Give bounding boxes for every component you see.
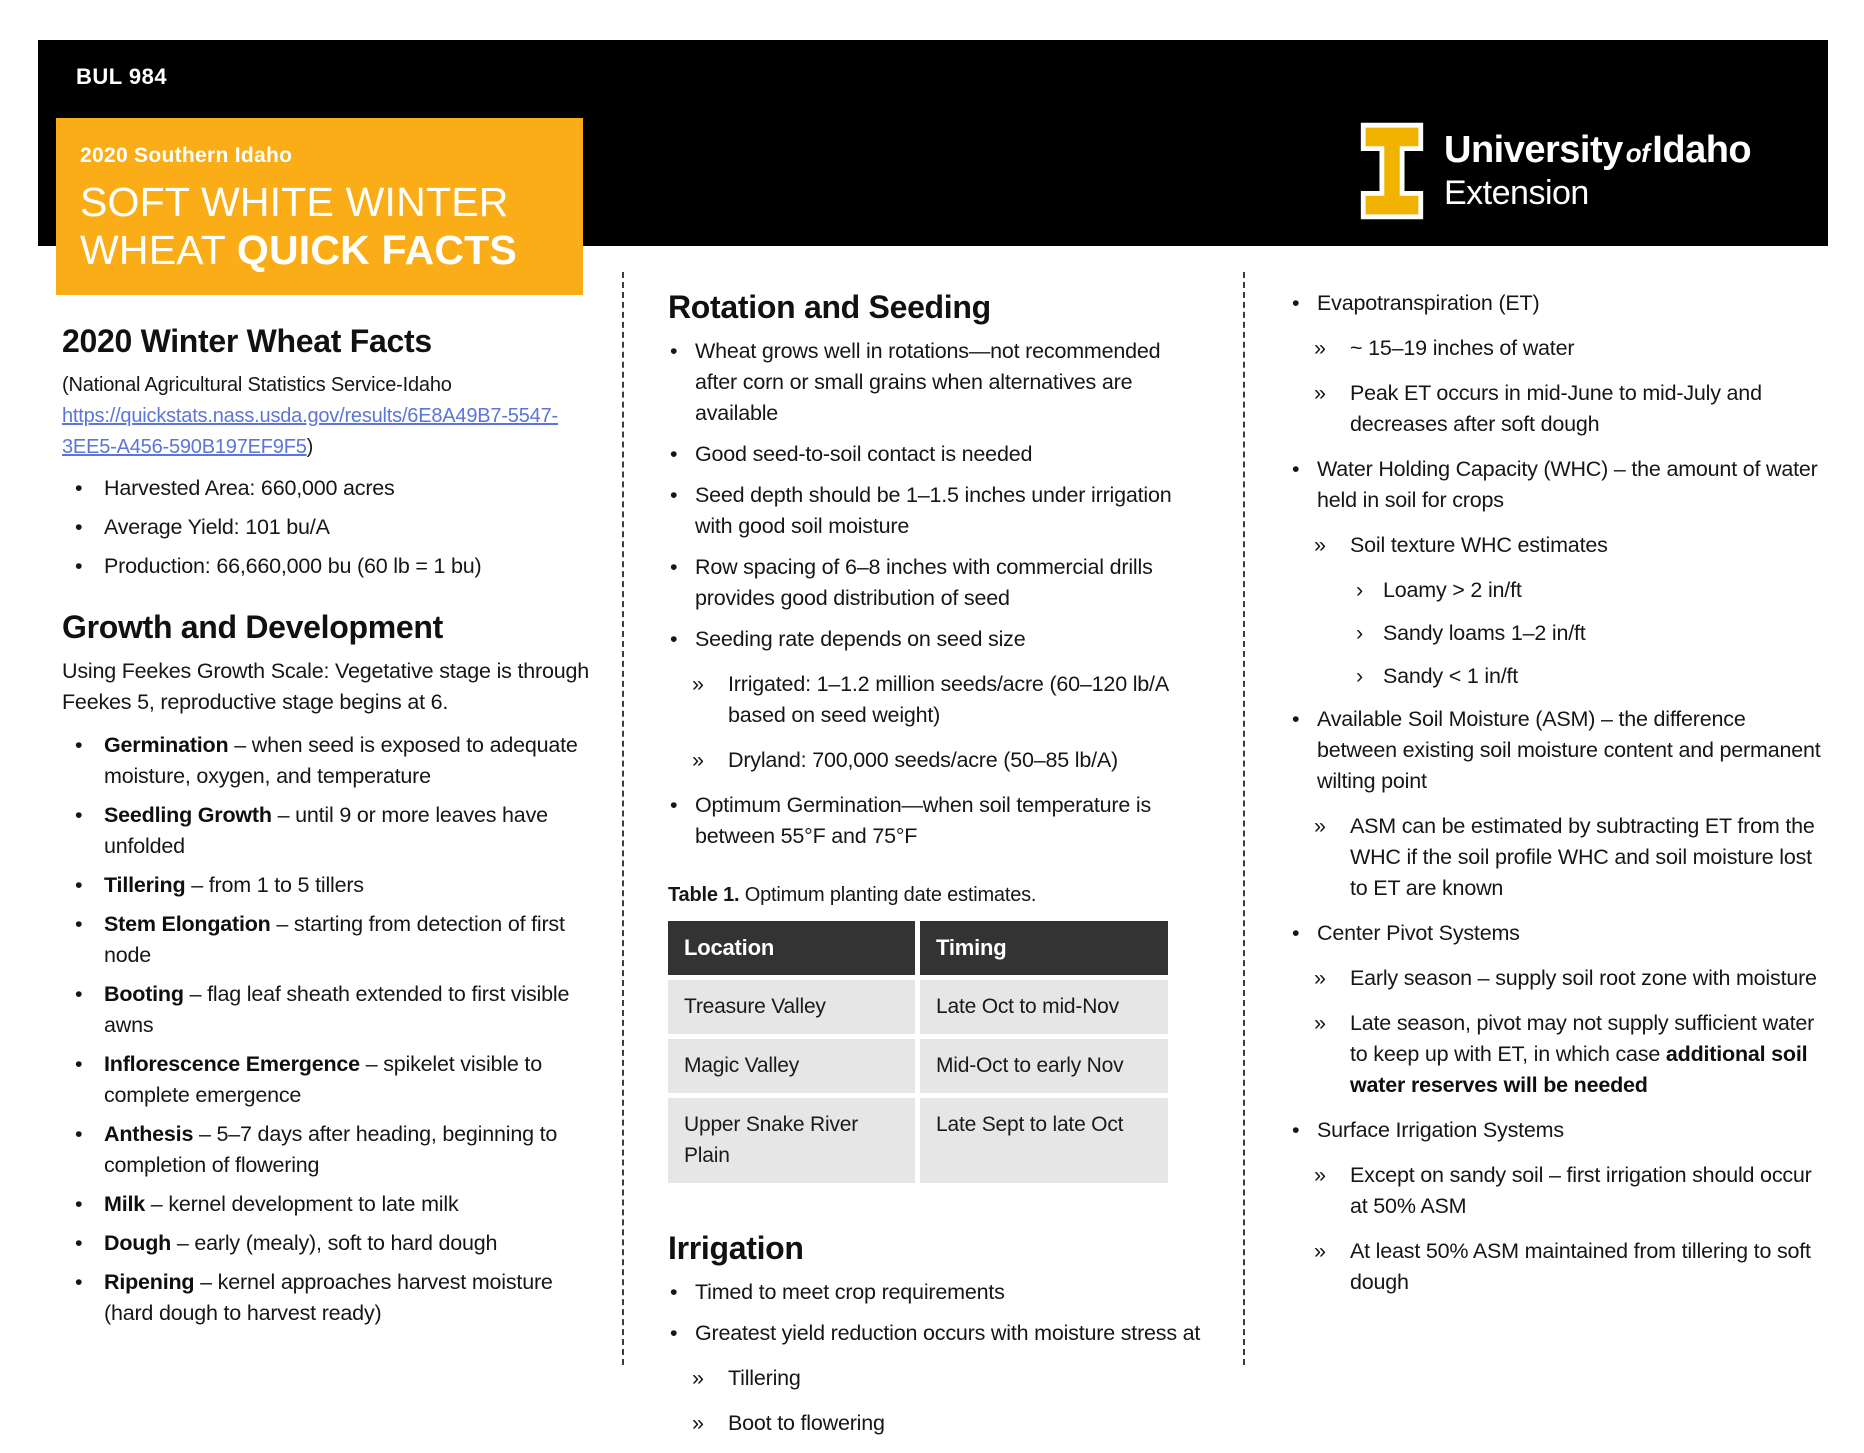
bullet-icon <box>75 1189 104 1220</box>
planting-date-table <box>668 921 1168 1183</box>
chevron-bullet-icon <box>1314 1008 1350 1101</box>
title-line-1: SOFT WHITE WINTER <box>80 179 509 225</box>
bullet-icon <box>670 790 695 852</box>
nass-quickstats-link[interactable]: https://quickstats.nass.usda.gov/results/6E8A49B7-5547-3EE5-A456-590B197EF9F5 <box>62 405 558 458</box>
logo-wordmark <box>1444 129 1751 213</box>
table-row: Treasure Valley Late Oct to mid-Nov <box>668 980 1168 1034</box>
list-item: • Wheat grows well in rotations—not recommended after corn or small grains when alternatives are available <box>668 336 1208 429</box>
arrow-bullet-icon <box>1356 661 1383 692</box>
irrigation-heading: Irrigation <box>668 1230 804 1266</box>
bullet-icon <box>1292 704 1317 797</box>
bullet-icon <box>670 1318 695 1349</box>
sub-list-item: » Soil texture WHC estimates <box>1314 530 1822 561</box>
sub-list-item: » Late season, pivot may not supply sufficient water to keep up with ET, in which case additional soil water reserves will be needed <box>1314 1008 1822 1101</box>
facts-source: (National Agricultural Statistics Service-Idaho https://quickstats.nass.usda.gov/results/6E8A49B7-5547-3EE5-A456-590B197EF9F5) <box>62 374 558 458</box>
bullet-icon <box>75 730 104 792</box>
chevron-bullet-icon <box>1314 963 1350 994</box>
bullet-icon <box>670 552 695 614</box>
chevron-bullet-icon <box>692 1408 728 1439</box>
growth-stage-item: • Ripening – kernel approaches harvest moisture (hard dough to harvest ready) <box>62 1267 597 1329</box>
bullet-icon <box>670 624 695 655</box>
growth-intro: Using Feekes Growth Scale: Vegetative stage is through Feekes 5, reproductive stage begins at 6. <box>62 659 589 714</box>
list-item: • Greatest yield reduction occurs with moisture stress at <box>668 1318 1208 1349</box>
table-caption: Table 1. Optimum planting date estimates. <box>668 884 1037 906</box>
bullet-icon <box>75 1228 104 1259</box>
growth-stage-item: • Booting – flag leaf sheath extended to first visible awns <box>62 979 597 1041</box>
growth-stage-item: • Seedling Growth – until 9 or more leaves have unfolded <box>62 800 597 862</box>
bullet-icon <box>670 480 695 542</box>
list-item: • Seed depth should be 1–1.5 inches under irrigation with good soil moisture <box>668 480 1208 542</box>
sub-list-item: » Dryland: 700,000 seeds/acre (50–85 lb/A) <box>692 745 1208 776</box>
growth-stage-item: • Anthesis – 5–7 days after heading, beginning to completion of flowering <box>62 1119 597 1181</box>
table-row: Upper Snake River Plain Late Sept to late Oct <box>668 1098 1168 1183</box>
arrow-bullet-icon <box>1356 575 1383 606</box>
logo-line-university-of-idaho: University ofIdaho <box>1444 129 1752 171</box>
list-item: • Optimum Germination—when soil temperature is between 55°F and 75°F <box>668 790 1208 852</box>
chevron-bullet-icon <box>692 1363 728 1394</box>
list-item: • Average Yield: 101 bu/A <box>62 512 597 543</box>
sub-list-item: » Irrigated: 1–1.2 million seeds/acre (60–120 lb/A based on seed weight) <box>692 669 1208 731</box>
chevron-bullet-icon <box>692 669 728 731</box>
title-box <box>56 118 583 295</box>
sub-sub-list-item: › Sandy loams 1–2 in/ft <box>1356 618 1822 649</box>
sub-list-item: » Boot to flowering <box>692 1408 1208 1439</box>
right-column <box>1290 288 1822 1312</box>
bullet-icon <box>75 512 104 543</box>
left-column <box>62 322 597 1337</box>
bullet-icon <box>75 1267 104 1329</box>
sub-list-item: » At least 50% ASM maintained from tillering to soft dough <box>1314 1236 1822 1298</box>
chevron-bullet-icon <box>1314 378 1350 440</box>
table-header-row <box>668 921 1168 975</box>
bullet-icon <box>1292 288 1317 319</box>
list-item: • Evapotranspiration (ET) <box>1290 288 1822 319</box>
list-item: • Available Soil Moisture (ASM) – the difference between existing soil moisture content and permanent wilting point <box>1290 704 1822 797</box>
bullet-icon <box>75 473 104 504</box>
bullet-icon <box>75 1049 104 1111</box>
bullet-icon <box>75 979 104 1041</box>
growth-stage-item: • Milk – kernel development to late milk <box>62 1189 597 1220</box>
middle-column <box>668 288 1208 1453</box>
sub-list-item: » Tillering <box>692 1363 1208 1394</box>
column-divider-right <box>1243 272 1245 1365</box>
sub-list-item: » Peak ET occurs in mid-June to mid-July and decreases after soft dough <box>1314 378 1822 440</box>
table-row: Magic Valley Mid-Oct to early Nov <box>668 1039 1168 1093</box>
bullet-icon <box>1292 918 1317 949</box>
bullet-icon <box>1292 454 1317 516</box>
chevron-bullet-icon <box>1314 333 1350 364</box>
growth-heading: Growth and Development <box>62 609 443 645</box>
facts-heading: 2020 Winter Wheat Facts <box>62 323 432 359</box>
logo-line-extension: Extension <box>1444 174 1589 212</box>
list-item: • Timed to meet crop requirements <box>668 1277 1208 1308</box>
sub-sub-list-item: › Loamy > 2 in/ft <box>1356 575 1822 606</box>
list-item: • Surface Irrigation Systems <box>1290 1115 1822 1146</box>
chevron-bullet-icon <box>1314 1160 1350 1222</box>
list-item: • Good seed-to-soil contact is needed <box>668 439 1208 470</box>
sub-list-item: » Except on sandy soil – first irrigation should occur at 50% ASM <box>1314 1160 1822 1222</box>
bullet-icon <box>670 1277 695 1308</box>
title-kicker: 2020 Southern Idaho <box>80 144 293 167</box>
growth-stage-item: • Germination – when seed is exposed to adequate moisture, oxygen, and temperature <box>62 730 597 792</box>
bulletin-number: BUL 984 <box>76 64 168 89</box>
list-item: • Production: 66,660,000 bu (60 lb = 1 bu) <box>62 551 597 582</box>
table-header-timing: Timing <box>920 921 1168 975</box>
list-item: • Water Holding Capacity (WHC) – the amount of water held in soil for crops <box>1290 454 1822 516</box>
bullet-icon <box>670 439 695 470</box>
chevron-bullet-icon <box>1314 530 1350 561</box>
sub-list-item: » Early season – supply soil root zone with moisture <box>1314 963 1822 994</box>
chevron-bullet-icon <box>1314 1236 1350 1298</box>
bullet-icon <box>75 909 104 971</box>
bullet-icon <box>75 800 104 862</box>
sub-list-item: » ASM can be estimated by subtracting ET from the WHC if the soil profile WHC and soil moisture lost to ET are known <box>1314 811 1822 904</box>
university-of-idaho-logo <box>1360 122 1751 220</box>
growth-stage-item: • Tillering – from 1 to 5 tillers <box>62 870 597 901</box>
rotation-heading: Rotation and Seeding <box>668 289 991 325</box>
title-line-2: WHEAT QUICK FACTS <box>80 227 517 273</box>
document-title <box>80 178 563 274</box>
list-item: • Harvested Area: 660,000 acres <box>62 473 597 504</box>
growth-stage-item: • Inflorescence Emergence – spikelet visible to complete emergence <box>62 1049 597 1111</box>
chevron-bullet-icon <box>1314 811 1350 904</box>
list-item: • Center Pivot Systems <box>1290 918 1822 949</box>
idaho-block-i-icon <box>1360 122 1424 220</box>
column-divider-left <box>622 272 624 1365</box>
sub-list-item: » ~ 15–19 inches of water <box>1314 333 1822 364</box>
sub-sub-list-item: › Sandy < 1 in/ft <box>1356 661 1822 692</box>
arrow-bullet-icon <box>1356 618 1383 649</box>
bullet-icon <box>75 551 104 582</box>
bullet-icon <box>75 870 104 901</box>
table-header-location: Location <box>668 921 915 975</box>
bullet-icon <box>670 336 695 429</box>
chevron-bullet-icon <box>692 745 728 776</box>
list-item: • Row spacing of 6–8 inches with commercial drills provides good distribution of seed <box>668 552 1208 614</box>
growth-stage-item: • Dough – early (mealy), soft to hard dough <box>62 1228 597 1259</box>
bullet-icon <box>1292 1115 1317 1146</box>
bullet-icon <box>75 1119 104 1181</box>
list-item: • Seeding rate depends on seed size <box>668 624 1208 655</box>
growth-stage-item: • Stem Elongation – starting from detection of first node <box>62 909 597 971</box>
